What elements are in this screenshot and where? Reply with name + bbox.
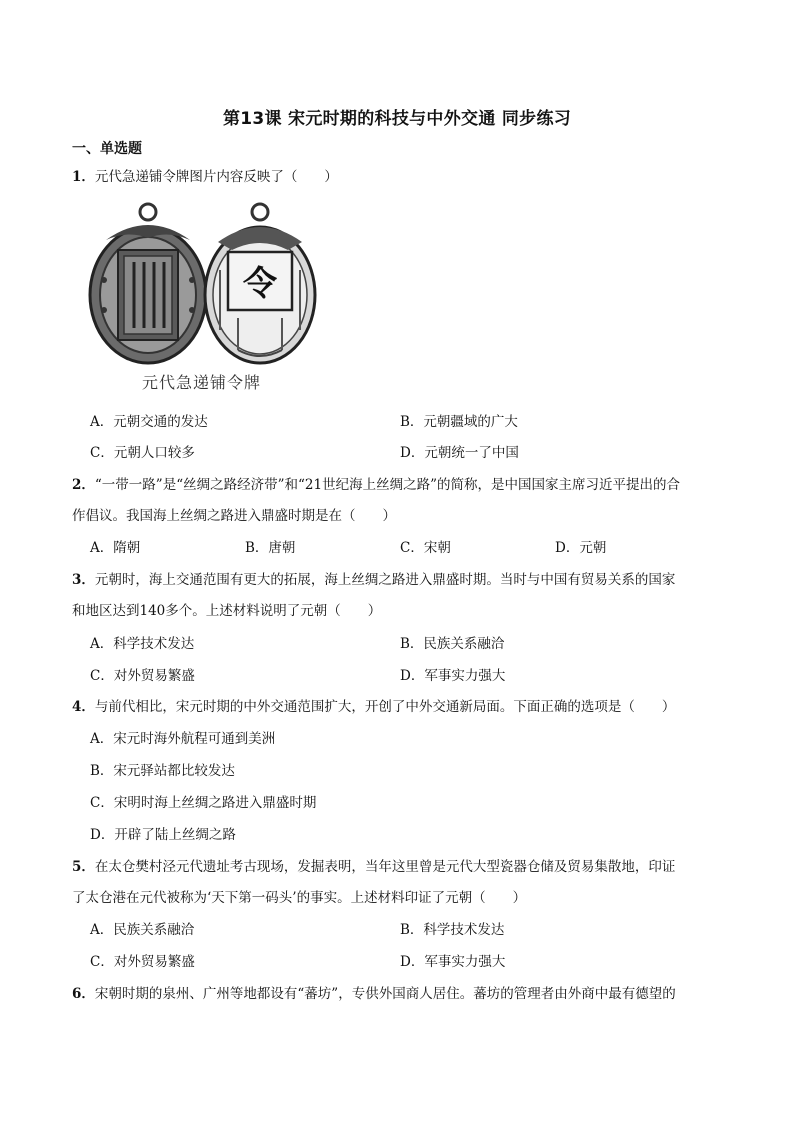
q5-option-c[interactable]: C．对外贸易繁盛 bbox=[90, 954, 195, 970]
section-heading: 一、单选题 bbox=[72, 141, 142, 157]
question-2-number: 2． bbox=[72, 477, 95, 493]
q2-option-c[interactable]: C．宋朝 bbox=[400, 540, 451, 556]
question-4-number: 4． bbox=[72, 699, 95, 715]
q4-option-a[interactable]: A．宋元时海外航程可通到美洲 bbox=[90, 731, 276, 747]
q5-option-d[interactable]: D．军事实力强大 bbox=[400, 954, 506, 970]
q4-option-b[interactable]: B．宋元驿站都比较发达 bbox=[90, 763, 235, 779]
question-1-number: 1． bbox=[72, 169, 95, 185]
right-medallion-icon bbox=[205, 204, 315, 363]
question-5-text-line-2: 了太仓港在元代被称为‘天下第一码头’的事实。上述材料印证了元朝（ ） bbox=[72, 890, 527, 906]
question-4-text: 与前代相比，宋元时期的中外交通范围扩大，开创了中外交通新局面。下面正确的选项是（ ） bbox=[94, 699, 676, 715]
q3-option-d[interactable]: D．军事实力强大 bbox=[400, 668, 506, 684]
question-6 bbox=[72, 982, 676, 1002]
q5-option-b[interactable]: B．科学技术发达 bbox=[400, 922, 505, 938]
q3-option-b[interactable]: B．民族关系融洽 bbox=[400, 636, 505, 652]
question-3 bbox=[72, 568, 675, 588]
q1-option-d[interactable]: D．元朝统一了中国 bbox=[400, 445, 519, 461]
question-5 bbox=[72, 855, 675, 875]
token-illustration-icon bbox=[88, 200, 318, 370]
question-1 bbox=[72, 165, 338, 185]
left-medallion-icon bbox=[90, 204, 206, 363]
q4-option-d[interactable]: D．开辟了陆上丝绸之路 bbox=[90, 827, 236, 843]
q3-option-a[interactable]: A．科学技术发达 bbox=[90, 636, 195, 652]
question-5-number: 5． bbox=[72, 859, 95, 875]
question-2 bbox=[72, 473, 680, 493]
q3-option-c[interactable]: C．对外贸易繁盛 bbox=[90, 668, 195, 684]
seal-character: 令 bbox=[243, 264, 277, 304]
q1-option-a[interactable]: A．元朝交通的发达 bbox=[90, 414, 208, 430]
figure-caption: 元代急递铺令牌 bbox=[142, 373, 262, 392]
question-3-text-line-2: 和地区达到140多个。上述材料说明了元朝（ ） bbox=[72, 603, 382, 619]
q5-option-a[interactable]: A．民族关系融洽 bbox=[90, 922, 195, 938]
q4-option-c[interactable]: C．宋明时海上丝绸之路进入鼎盛时期 bbox=[90, 795, 317, 811]
question-6-text: 宋朝时期的泉州、广州等地都设有“蕃坊”，专供外国商人居住。蕃坊的管理者由外商中最有德望的 bbox=[94, 986, 676, 1002]
question-2-text-line-1: “一带一路”是“丝绸之路经济带”和“21世纪海上丝绸之路”的简称，是中国国家主席习近平提出的合 bbox=[94, 477, 680, 493]
question-6-number: 6． bbox=[72, 986, 95, 1002]
q2-option-d[interactable]: D．元朝 bbox=[555, 540, 607, 556]
question-4 bbox=[72, 695, 675, 715]
question-3-text-line-1: 元朝时，海上交通范围有更大的拓展，海上丝绸之路进入鼎盛时期。当时与中国有贸易关系的国家 bbox=[94, 572, 676, 588]
question-3-number: 3． bbox=[72, 572, 95, 588]
q1-option-b[interactable]: B．元朝疆域的广大 bbox=[400, 414, 518, 430]
page-title: 第13课 宋元时期的科技与中外交通 同步练习 bbox=[222, 109, 572, 129]
q2-option-b[interactable]: B．唐朝 bbox=[245, 540, 296, 556]
q1-option-c[interactable]: C．元朝人口较多 bbox=[90, 445, 195, 461]
q2-option-a[interactable]: A．隋朝 bbox=[90, 540, 141, 556]
question-5-text-line-1: 在太仓樊村泾元代遗址考古现场，发掘表明，当年这里曾是元代大型瓷器仓储及贸易集散地，印证 bbox=[94, 859, 676, 875]
question-1-text: 元代急递铺令牌图片内容反映了（ ） bbox=[94, 169, 338, 185]
question-2-text-line-2: 作倡议。我国海上丝绸之路进入鼎盛时期是在（ ） bbox=[72, 508, 396, 524]
